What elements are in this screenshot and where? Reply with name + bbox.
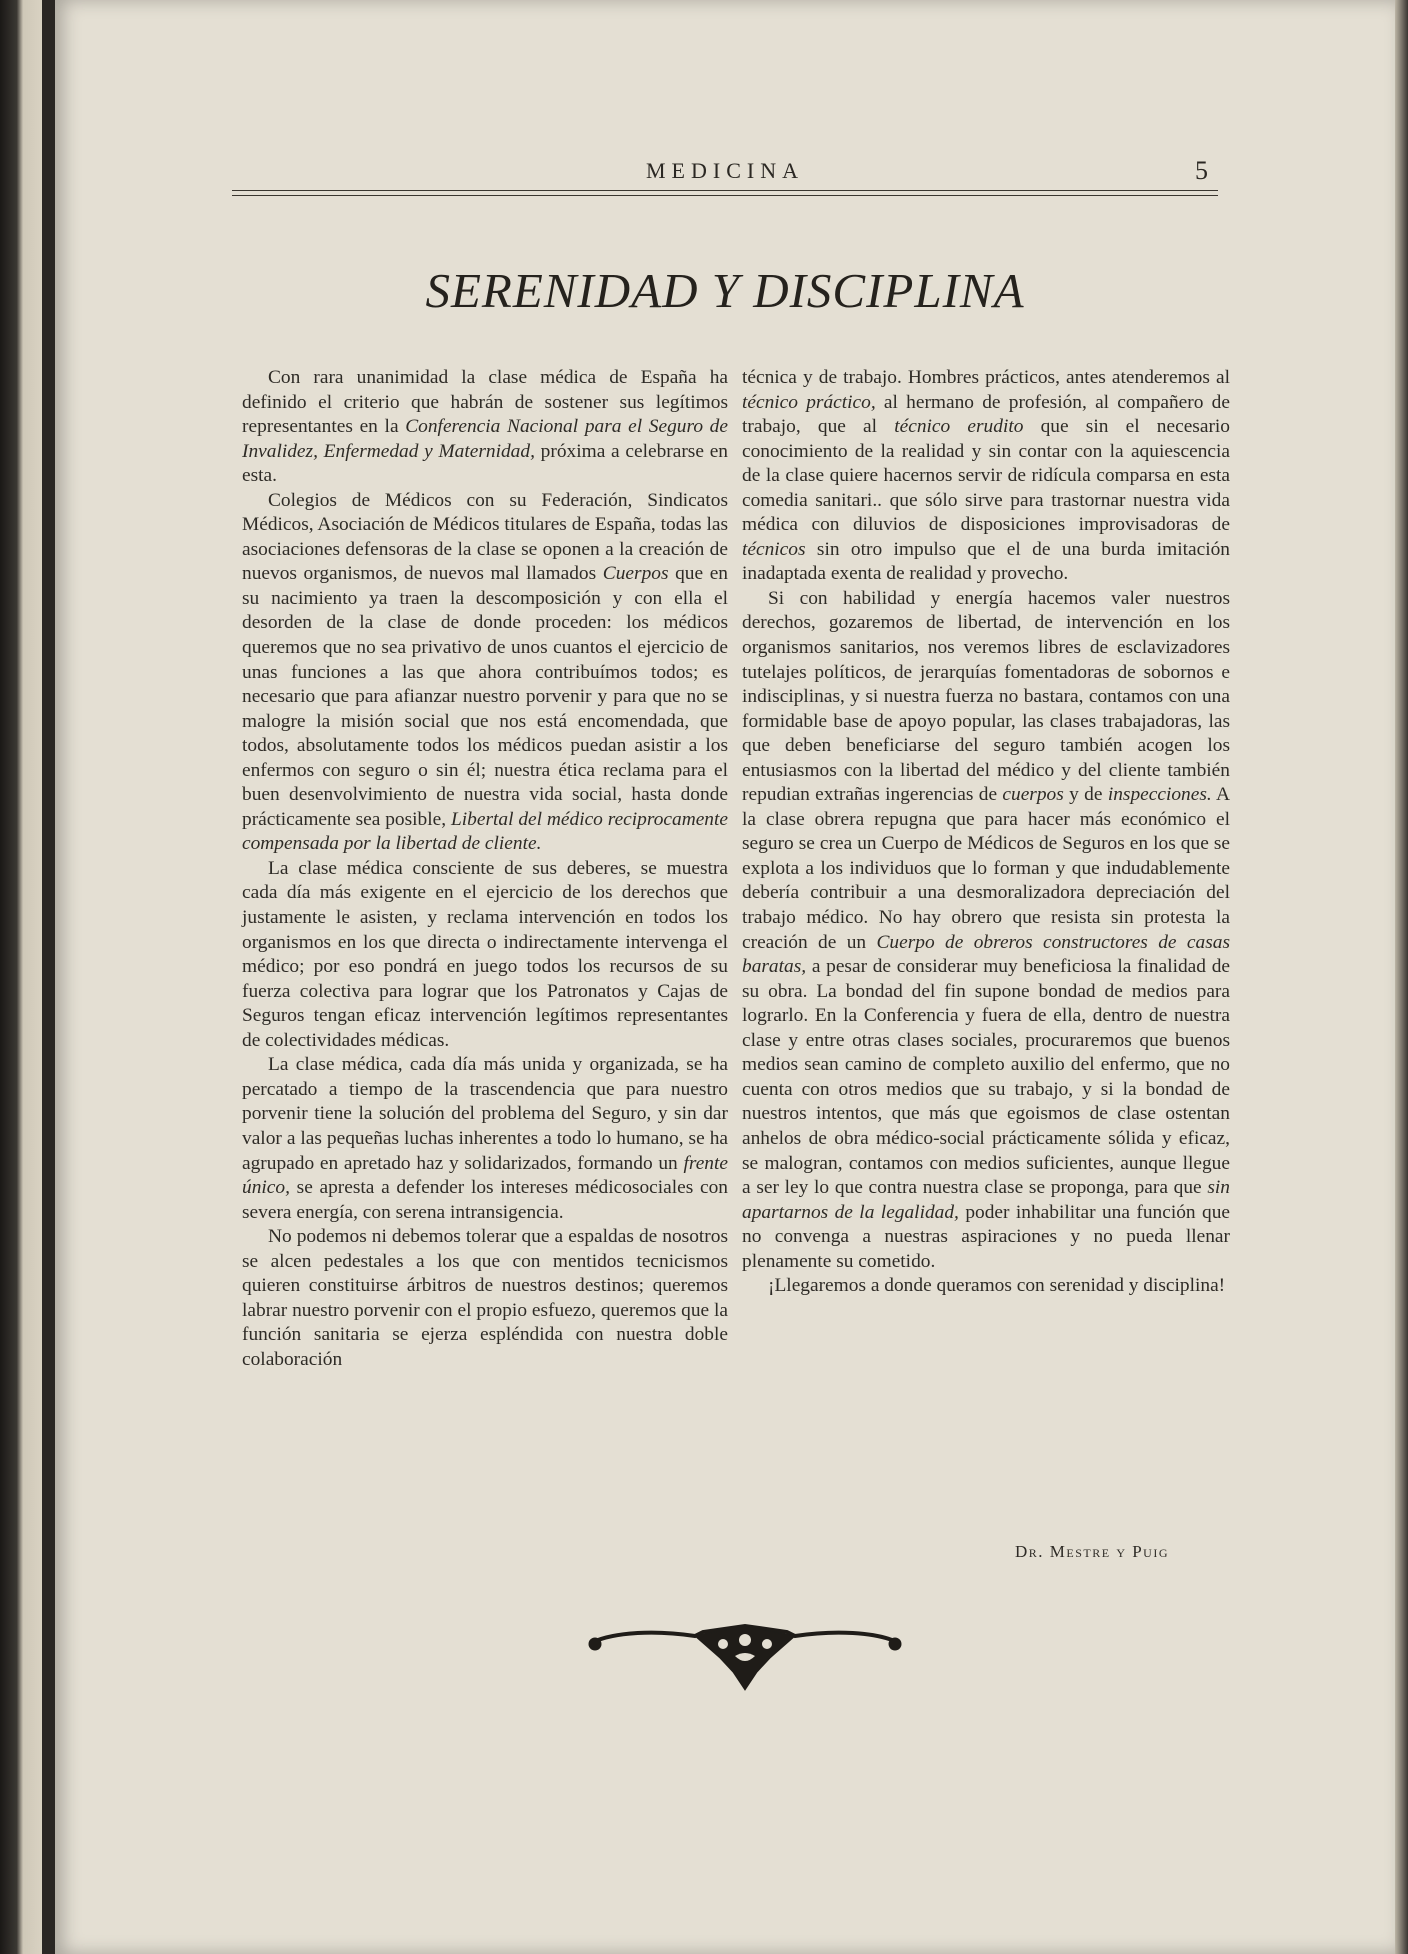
text: y de bbox=[1063, 784, 1108, 806]
page-edge bbox=[1395, 0, 1408, 1954]
paragraph bbox=[242, 366, 728, 489]
text-italic: Cuerpo de obreros constructores de casas baratas, bbox=[742, 931, 1230, 978]
text: Si con habilidad y energía hacemos valer nuestros derechos, gozaremos de libertad, de intervención en los organismos sanitarios, nos veremos libres de esclavizadores tutelajes políticos, de jerarquías fomentadoras de sobornos e indisciplinas, y si nuestra fuerza no bastara, contamos con una formidable base de apoyo popular, las clases trabajadoras, las que deben beneficiarse del seguro también acogen los entusiasmos con la libertad del médico y del cliente también repudian extrañas ingerencias de bbox=[742, 587, 1230, 806]
text-italic: Cuerpos bbox=[602, 563, 669, 585]
paragraph: No podemos ni debemos tolerar que a espaldas de nosotros se alcen pedestales a los que con mentidos tecnicismos quieren constituirse árbitros de nuestros destinos; queremos labrar nuestro porvenir con el propio esfuezo, queremos que la función sanitaria se ejerza espléndida con nuestra doble colaboración bbox=[242, 1226, 728, 1370]
text-italic: Conferencia Nacional para el Seguro de Invalidez, Enfermedad y Maternidad, bbox=[242, 416, 728, 462]
paragraph bbox=[742, 587, 1230, 1274]
article-column-left bbox=[242, 366, 728, 1372]
text: al hermano de profesión, al compañero de trabajo, que al bbox=[742, 391, 1230, 438]
text-italic: sin apartarnos de la legalidad, bbox=[742, 1177, 1230, 1223]
text: se apresta a defender los intereses médicosociales con severa energía, con serena intransigencia. bbox=[242, 1177, 728, 1223]
paragraph bbox=[242, 489, 728, 857]
text: La clase médica, cada día más unida y organizada, se ha percatado a tiempo de la trascendencia que para nuestro porvenir tiene la solución del problema del Seguro, y sin dar valor a las pequeñas luchas inherentes a todo lo humano, se ha agrupado en apretado haz y solidarizados, formando un bbox=[242, 1054, 728, 1174]
text: A la clase obrera repugna que para hacer más económico el seguro se crea un Cuerpo de Médicos de Seguros en los que se explota a los individuos que lo forman y que indudablemente debería contribuir a una desmoralizadora depreciación del trabajo médico. No hay obrero que resista sin protesta la creación de un bbox=[742, 784, 1231, 953]
header-rule bbox=[232, 195, 1218, 196]
page-number: 5 bbox=[1195, 156, 1208, 185]
journal-title: MEDICINA bbox=[646, 158, 804, 183]
author-signature: Dr. Mestre y Puig bbox=[1015, 1542, 1170, 1561]
text-italic: frente único, bbox=[242, 1152, 728, 1199]
paragraph: ¡Llegaremos a donde queramos con serenidad y disciplina! bbox=[768, 1275, 1226, 1297]
ornament-icon bbox=[585, 1622, 905, 1694]
text: próxima a celebrarse en esta. bbox=[242, 440, 728, 487]
article-title: SERENIDAD Y DISCIPLINA bbox=[425, 263, 1025, 318]
running-head bbox=[232, 158, 1218, 188]
text: que sin el necesario conocimiento de la realidad y sin contar con la aquiescencia de la clase quiere hacernos servir de ridícula comparsa en esta comedia sanitari.. que sólo sirve para trastornar nuestra vida médica con diluvios de disposiciones improvisadoras de bbox=[742, 416, 1230, 536]
facing-page-edge bbox=[0, 0, 42, 1954]
paragraph bbox=[742, 366, 1230, 587]
text-italic: técnico erudito bbox=[894, 416, 1024, 438]
text-italic: Libertal del médico reciprocamente compensada por la libertad de cliente. bbox=[242, 808, 728, 855]
text: Colegios de Médicos con su Federación, Sindicatos Médicos, Asociación de Médicos titulares de España, todas las asociaciones defensoras de la clase se oponen a la creación de nuevos organismos, de nuevos mal llamados bbox=[242, 489, 728, 585]
header-rule bbox=[232, 190, 1218, 191]
article-column-right bbox=[742, 366, 1230, 1299]
text-italic: cuerpos bbox=[1002, 784, 1064, 806]
text: Con rara unanimidad la clase médica de España ha definido el criterio que habrán de sostener sus legítimos representantes en la bbox=[242, 367, 728, 438]
text: poder inhabilitar una función que no convenga a nuestras aspiraciones y no pueda llenar plenamente su cometido. bbox=[742, 1201, 1231, 1272]
paragraph bbox=[242, 1053, 728, 1225]
paragraph: La clase médica consciente de sus deberes, se muestra cada día más exigente en el ejercicio de los derechos que justamente le asisten, y reclama intervención en todos los organismos en los que directa o indirectamente intervenga el médico; por eso pondrá en juego todos los recursos de su fuerza colectiva para lograr que los Patronatos y Cajas de Seguros tengan eficaz intervención legítimos representantes de colectividades médicas. bbox=[242, 857, 728, 1051]
text: a pesar de considerar muy beneficiosa la finalidad de su obra. La bondad del fin supone bondad de medios para lograrlo. En la Conferencia y fuera de ella, dentro de nuestra clase y entre otras clases sociales, procuraremos que buenos medios sean camino de completo auxilio del enfermo, que no cuenta con otros medios que su trabajo, y si la bondad de nuestros intentos, que más que egoismos de clase ostentan anhelos de obra médico-social prácticamente sólida y eficaz, se malogran, contamos con medios suficientes, aunque llegue a ser ley lo que contra nuestra clase se proponga, para que bbox=[742, 956, 1230, 1199]
text-italic: inspecciones. bbox=[1107, 784, 1212, 806]
text: sin otro impulso que el de una burda imitación inadaptada exenta de realidad y provecho. bbox=[742, 538, 1230, 585]
text: técnica y de trabajo. Hombres prácticos, antes atenderemos al bbox=[742, 367, 1230, 388]
text: que en su nacimiento ya traen la descomposición y con ella el desorden de la clase de donde proceden: los médicos queremos que no sea privativo de unos cuantos el ejercicio de unas funciones a las que ahora contribuímos todos; es necesario que para afianzar nuestro porvenir y para que no se malogre la misión social que nos está encomendada, que todos, absolutamente todos los médicos puedan asistir a los enfermos con seguro o sin él; nuestra ética reclama para el buen desenvolvimiento de nuestra vida social, hasta donde prácticamente sea posible, bbox=[242, 563, 729, 830]
text-italic: técnico práctico, bbox=[742, 391, 876, 413]
text-italic: técnicos bbox=[742, 538, 806, 560]
